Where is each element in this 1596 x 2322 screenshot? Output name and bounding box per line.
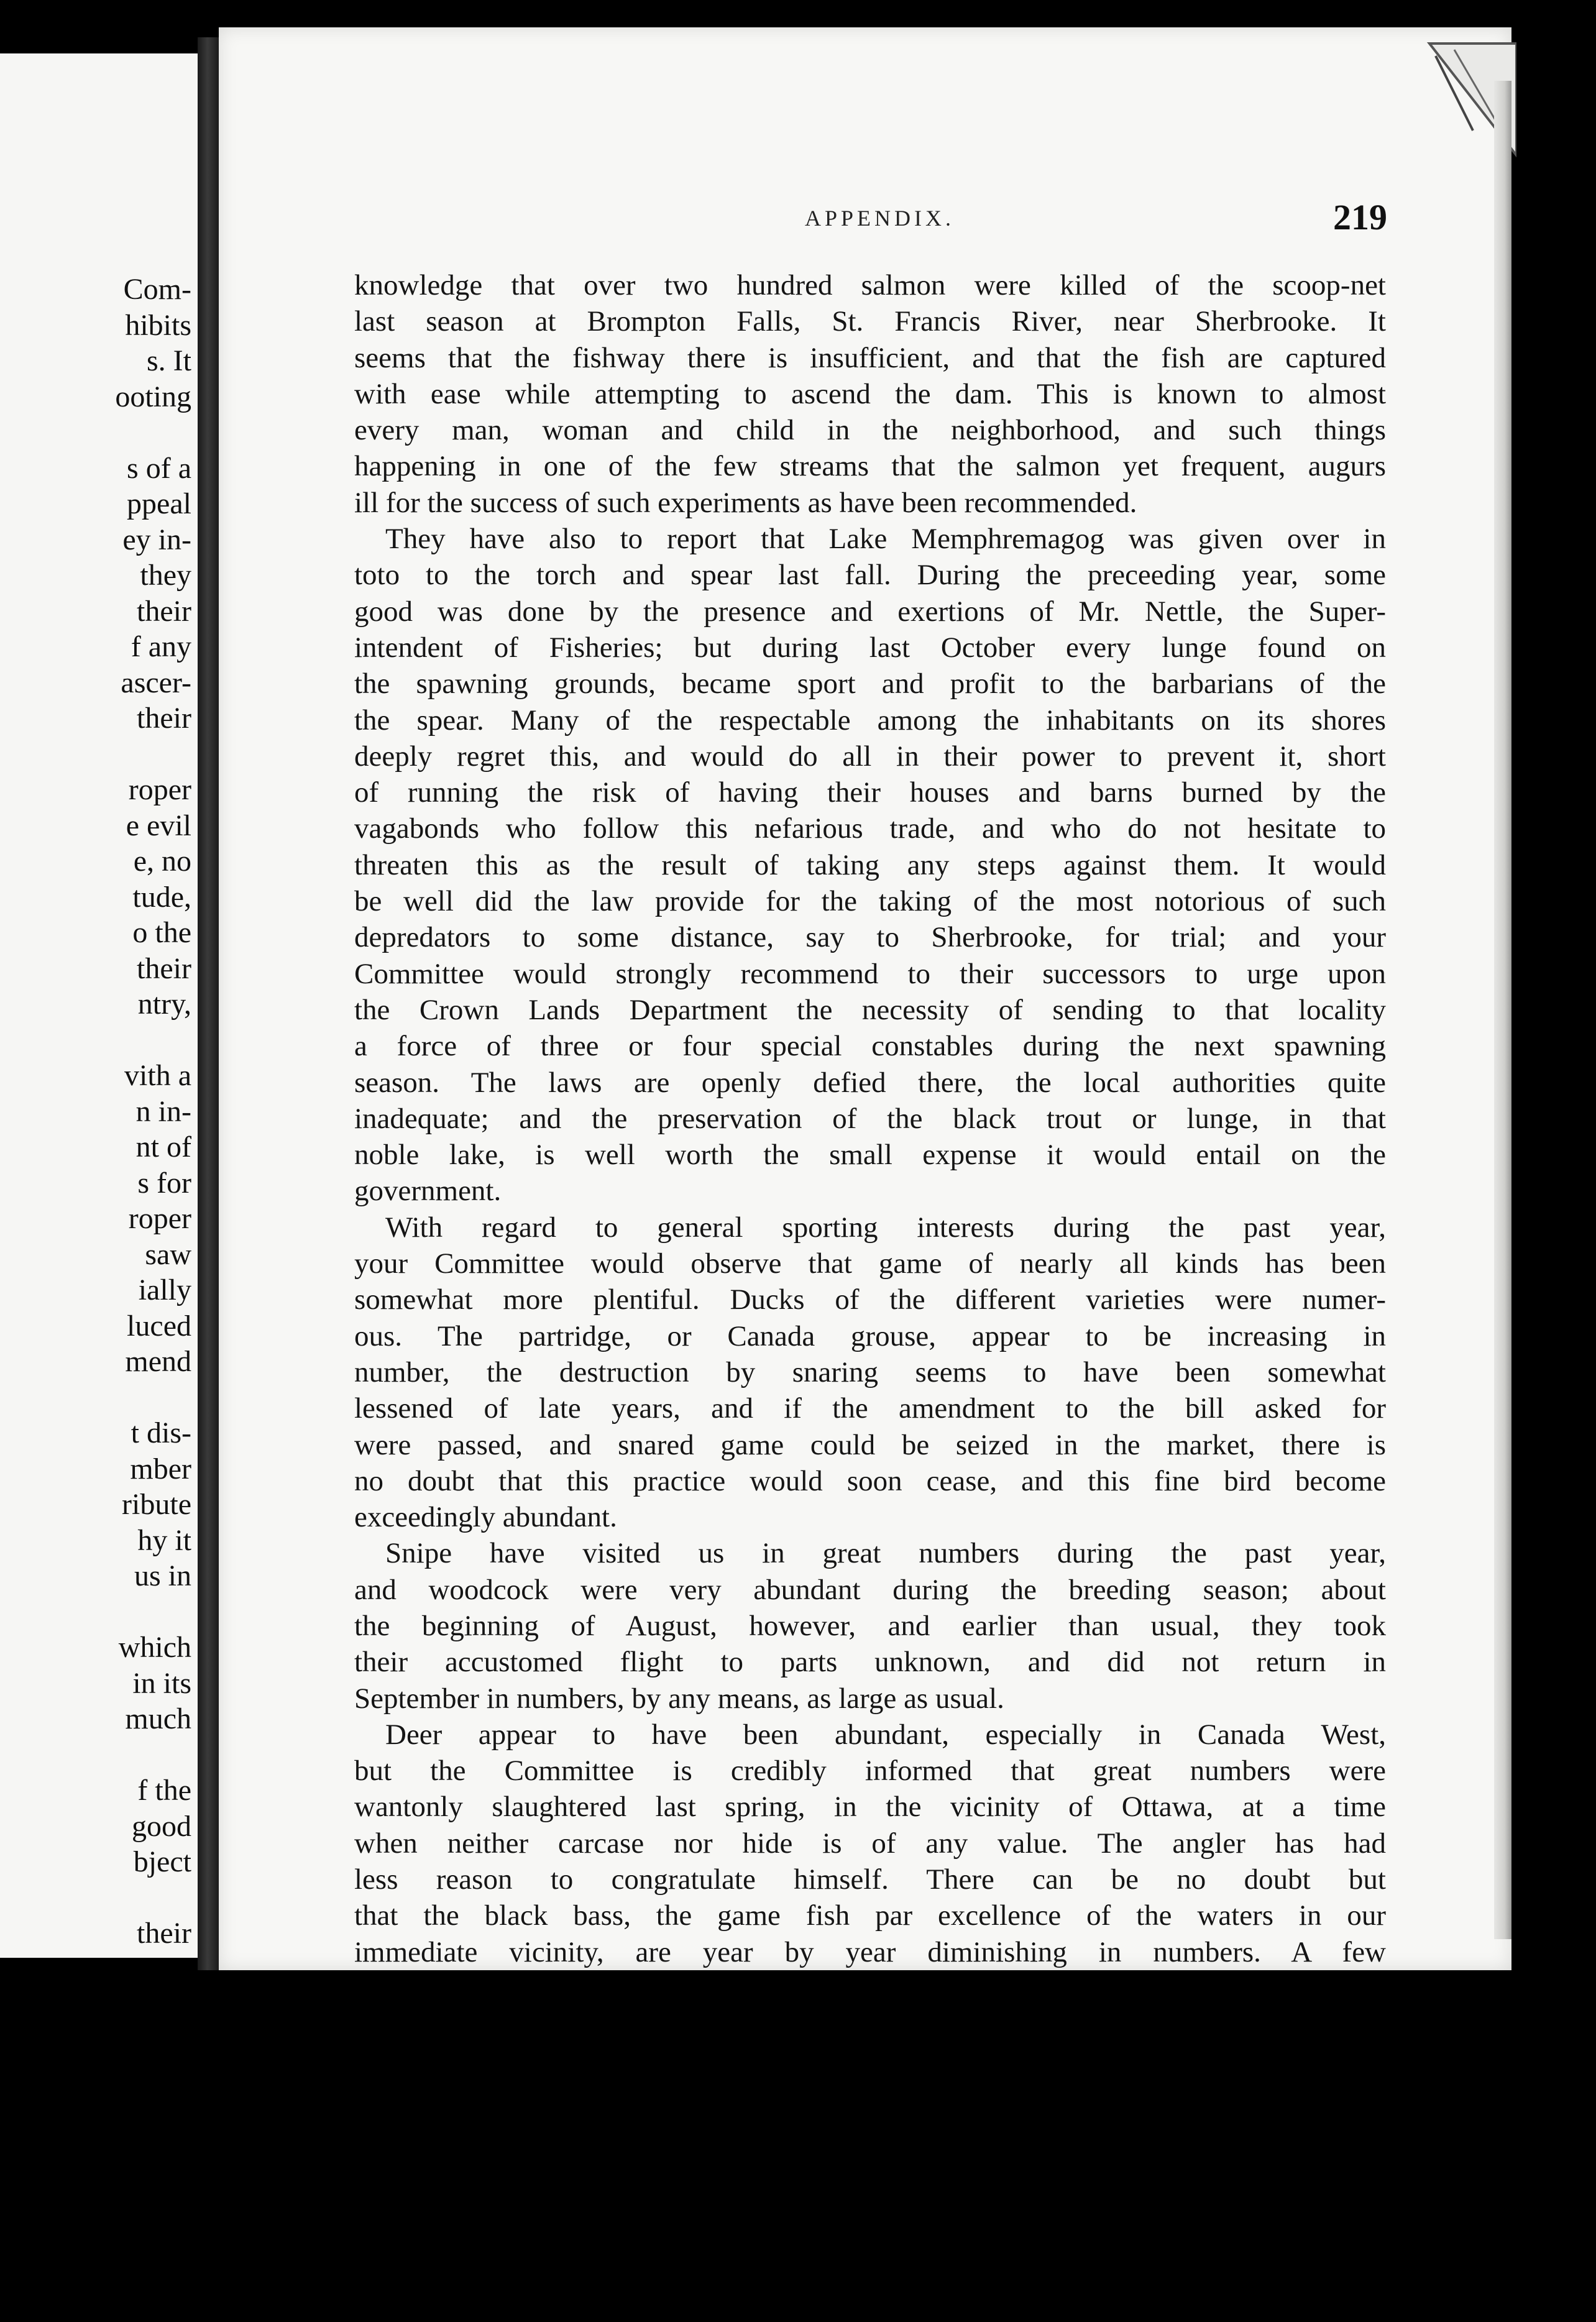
text-line: with ease while attempting to ascend the dam. This is known to almost bbox=[354, 377, 1386, 410]
previous-page-line-fragment: roper bbox=[128, 1202, 191, 1235]
text-line: season. The laws are openly defied there, the local authorities quite bbox=[354, 1066, 1386, 1099]
text-line: They have also to report that Lake Memphremagog was given over in bbox=[385, 523, 1386, 556]
text-line: ous. The partridge, or Canada grouse, appear to be increasing in bbox=[354, 1319, 1386, 1352]
previous-page-line-fragment: in its bbox=[132, 1666, 191, 1700]
text-line: good was done by the presence and exertions of Mr. Nettle, the Super- bbox=[354, 595, 1386, 628]
text-line: the Crown Lands Department the necessity of sending to that locality bbox=[354, 993, 1386, 1026]
previous-page-line-fragment: f the bbox=[137, 1774, 191, 1807]
previous-page-line-fragment: Com- bbox=[123, 273, 191, 306]
text-line: the beginning of August, however, and earlier than usual, they took bbox=[354, 1609, 1386, 1642]
text-line: Committee would strongly recommend to their successors to urge upon bbox=[354, 957, 1386, 990]
previous-page-line-fragment: t dis- bbox=[131, 1416, 191, 1449]
previous-page-line-fragment: ribute bbox=[122, 1488, 191, 1521]
text-line: last season at Brompton Falls, St. Francis River, near Sherbrooke. It bbox=[354, 305, 1386, 338]
text-line: exceedingly abundant. bbox=[354, 1501, 617, 1534]
previous-page-line-fragment: s. It bbox=[147, 344, 191, 377]
previous-page-line-fragment: nt of bbox=[135, 1131, 191, 1163]
text-line: knowledge that over two hundred salmon were killed of the scoop-net bbox=[354, 269, 1386, 301]
text-line: intendent of Fisheries; but during last October every lunge found on bbox=[354, 631, 1386, 664]
page-edge bbox=[1494, 81, 1511, 1939]
text-line: less reason to congratulate himself. There can be no doubt but bbox=[354, 1863, 1386, 1896]
text-line: ill for the success of such experiments as have been recommended. bbox=[354, 486, 1137, 519]
text-line: the spawning grounds, became sport and profit to the barbarians of the bbox=[354, 668, 1386, 700]
previous-page-line-fragment: mber bbox=[130, 1452, 191, 1485]
previous-page-line-fragment: vith a bbox=[124, 1059, 191, 1092]
text-line: seems that the fishway there is insufficient, and that the fish are captured bbox=[354, 341, 1386, 374]
text-line: With regard to general sporting interests during the past year, bbox=[385, 1211, 1386, 1244]
previous-page-line-fragment: which bbox=[118, 1631, 191, 1664]
previous-page-line-fragment: good bbox=[132, 1809, 191, 1843]
text-line: lessened of late years, and if the amendment to the bill asked for bbox=[354, 1392, 1386, 1425]
text-line: when neither carcase nor hide is of any value. The angler has had bbox=[354, 1827, 1386, 1860]
text-line: threaten this as the result of taking any steps against them. It would bbox=[354, 848, 1386, 881]
text-line: Snipe have visited us in great numbers during the past year, bbox=[385, 1537, 1386, 1570]
previous-page-line-fragment: ey in- bbox=[122, 523, 191, 556]
previous-page-line-fragment: their bbox=[137, 952, 191, 985]
text-line: were passed, and snared game could be seized in the market, there is bbox=[354, 1428, 1386, 1461]
previous-page-line-fragment: roper bbox=[128, 773, 191, 806]
previous-page-line-fragment: n in- bbox=[135, 1094, 191, 1128]
text-line: your Committee would observe that game of nearly all kinds has been bbox=[354, 1247, 1386, 1280]
previous-page-line-fragment: us in bbox=[134, 1559, 191, 1592]
previous-page-line-fragment: they bbox=[140, 559, 191, 592]
text-line: government. bbox=[354, 1175, 502, 1208]
previous-page-line-fragment: ppeal bbox=[127, 487, 191, 520]
text-line: number, the destruction by snaring seems to have been somewhat bbox=[354, 1356, 1386, 1388]
text-line: and woodcock were very abundant during the breeding season; about bbox=[354, 1573, 1386, 1606]
previous-page-line-fragment: their bbox=[137, 1917, 191, 1950]
running-head: APPENDIX. bbox=[805, 206, 955, 231]
previous-page-line-fragment: hibits bbox=[125, 308, 191, 342]
previous-page-line-fragment: tude, bbox=[132, 880, 191, 914]
previous-page-line-fragment: their bbox=[137, 594, 191, 628]
text-line: every man, woman and child in the neighborhood, and such things bbox=[354, 414, 1386, 447]
previous-page-line-fragment: saw bbox=[145, 1237, 191, 1271]
text-line: but the Committee is credibly informed that great numbers were bbox=[354, 1755, 1386, 1787]
text-line: September in numbers, by any means, as large as usual. bbox=[354, 1682, 1004, 1715]
previous-page-line-fragment: ooting bbox=[115, 380, 191, 413]
previous-page-line-fragment: f any bbox=[131, 630, 191, 663]
text-line: Deer appear to have been abundant, especially in Canada West, bbox=[385, 1718, 1386, 1751]
text-line: the spear. Many of the respectable among the inhabitants on its shores bbox=[354, 704, 1386, 737]
text-line: be well did the law provide for the taking of the most notorious of such bbox=[354, 885, 1386, 918]
text-line: vagabonds who follow this nefarious trade, and who do not hesitate to bbox=[354, 812, 1386, 845]
text-line: happening in one of the few streams that the salmon yet frequent, augurs bbox=[354, 450, 1386, 483]
previous-page-line-fragment: ntry, bbox=[137, 988, 191, 1021]
text-line: noble lake, is well worth the small expense it would entail on the bbox=[354, 1139, 1386, 1172]
previous-page-line-fragment: s of a bbox=[127, 451, 191, 485]
text-line: somewhat more plentiful. Ducks of the different varieties were numer- bbox=[354, 1283, 1386, 1316]
previous-page-line-fragment: e, no bbox=[133, 845, 191, 878]
text-line: depredators to some distance, say to Sherbrooke, for trial; and your bbox=[354, 921, 1386, 954]
previous-page-line-fragment: e evil bbox=[126, 809, 191, 842]
previous-page-line-fragment: s for bbox=[137, 1166, 191, 1200]
text-line: that the black bass, the game fish par excellence of the waters in our bbox=[354, 1899, 1386, 1932]
text-line: deeply regret this, and would do all in their power to prevent it, short bbox=[354, 740, 1386, 773]
text-line: toto to the torch and spear last fall. During the preceeding year, some bbox=[354, 559, 1386, 592]
previous-page-line-fragment: o the bbox=[132, 916, 191, 949]
previous-page-line-fragment: much bbox=[125, 1702, 191, 1735]
previous-page-line-fragment: ially bbox=[138, 1273, 191, 1306]
previous-page-line-fragment: ascer- bbox=[121, 666, 191, 699]
text-line: no doubt that this practice would soon cease, and this fine bird become bbox=[354, 1464, 1386, 1497]
page-number: 219 bbox=[1333, 197, 1387, 237]
text-line: inadequate; and the preservation of the black trout or lunge, in that bbox=[354, 1102, 1386, 1135]
previous-page-fragment bbox=[0, 53, 198, 1958]
previous-page-line-fragment: bject bbox=[133, 1845, 191, 1878]
text-line: their accustomed flight to parts unknown, and did not return in bbox=[354, 1646, 1386, 1679]
text-line: of running the risk of having their houses and barns burned by the bbox=[354, 776, 1386, 809]
body-text bbox=[354, 267, 1386, 1970]
previous-page-line-fragment: hy it bbox=[137, 1523, 191, 1557]
text-line: wantonly slaughtered last spring, in the vicinity of Ottawa, at a time bbox=[354, 1791, 1386, 1824]
text-line: a force of three or four special constables during the next spawning bbox=[354, 1030, 1386, 1063]
previous-page-line-fragment: mend bbox=[125, 1345, 191, 1378]
previous-page-line-fragment: luced bbox=[127, 1309, 191, 1342]
text-line: immediate vicinity, are year by year diminishing in numbers. A few bbox=[354, 1935, 1386, 1968]
previous-page-line-fragment: their bbox=[137, 702, 191, 735]
